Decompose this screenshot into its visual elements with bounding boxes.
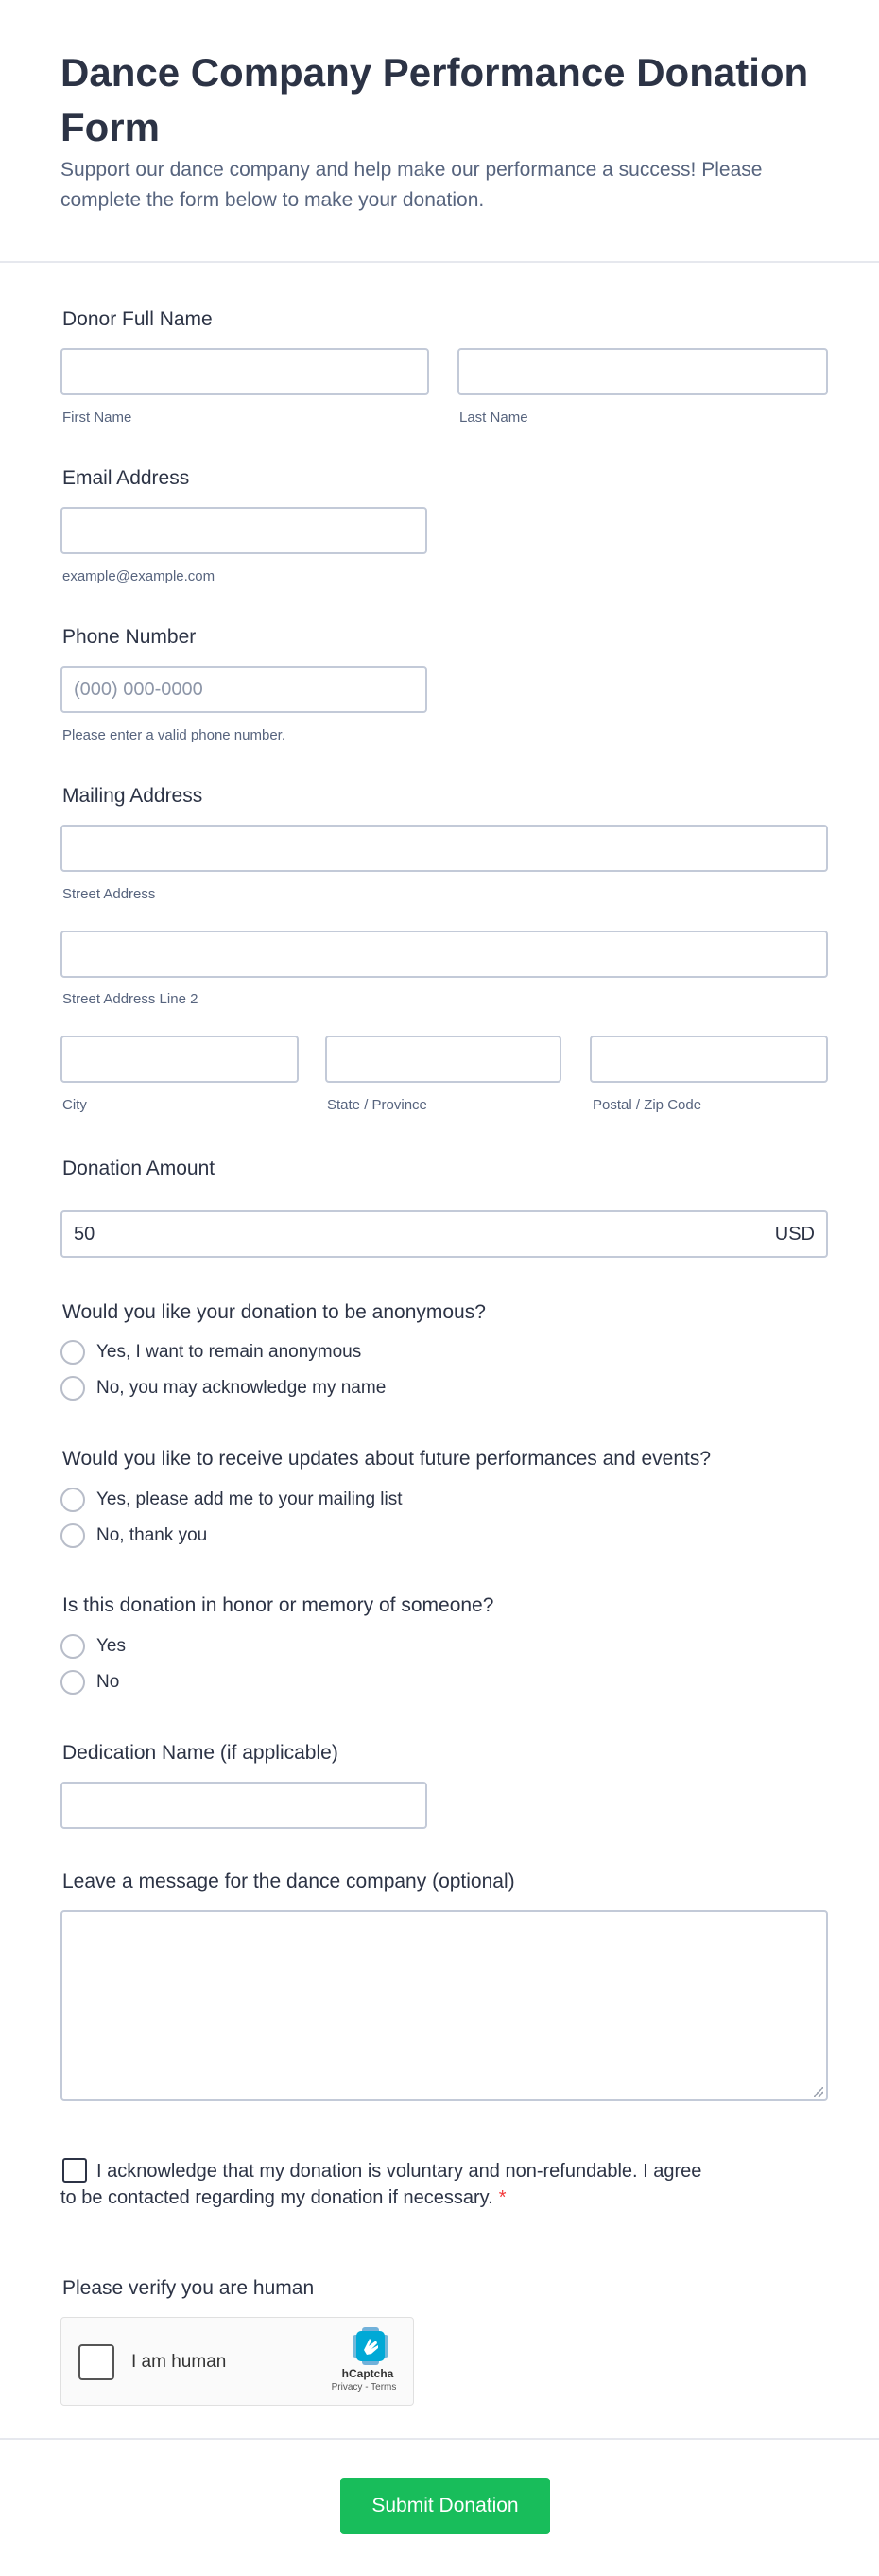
acknowledgement-text [60, 2158, 722, 2211]
radio-circle[interactable] [60, 1340, 85, 1365]
last-name-sublabel: Last Name [459, 409, 528, 426]
street-address-input[interactable] [60, 825, 828, 872]
captcha-widget [60, 2317, 414, 2406]
captcha-label: Please verify you are human [62, 2277, 315, 2299]
captcha-brand: hCaptcha [341, 2367, 394, 2380]
anonymous-option-no-label: No, you may acknowledge my name [96, 1378, 387, 1398]
state-input[interactable] [325, 1036, 561, 1083]
city-input[interactable] [60, 1036, 299, 1083]
form-subtitle: Support our dance company and help make our performance a success! Please complete the form below to make your donation. [60, 159, 763, 211]
captcha-checkbox-text: I am human [131, 2352, 227, 2372]
street-address-line2-sublabel: Street Address Line 2 [62, 991, 198, 1007]
dedication-input[interactable] [60, 1782, 427, 1829]
anonymous-option-yes-label: Yes, I want to remain anonymous [96, 1342, 362, 1362]
updates-option-yes-label: Yes, please add me to your mailing list [96, 1489, 403, 1509]
form-header [0, 0, 879, 263]
donation-amount-value: 50 [74, 1224, 95, 1244]
donation-currency: USD [774, 1224, 815, 1244]
captcha-links[interactable]: Privacy - Terms [331, 2382, 397, 2393]
first-name-input[interactable] [60, 348, 429, 395]
donor-name-label: Donor Full Name [62, 308, 213, 330]
street-address-sublabel: Street Address [62, 886, 156, 902]
last-name-input[interactable] [457, 348, 828, 395]
acknowledgement-label: I acknowledge that my donation is voluntary and non-refundable. I agree to be contacted regarding my donation if necessary. [60, 2161, 702, 2208]
hcaptcha-logo-icon [349, 2325, 392, 2367]
form-title: Dance Company Performance Donation Form [60, 50, 809, 149]
address-label: Mailing Address [62, 785, 203, 807]
updates-question: Would you like to receive updates about future performances and events? [62, 1448, 712, 1470]
street-address-line2-input[interactable] [60, 931, 828, 978]
phone-input[interactable] [60, 666, 427, 713]
radio-circle[interactable] [60, 1523, 85, 1548]
donation-amount-input[interactable] [60, 1210, 828, 1258]
captcha-checkbox[interactable] [78, 2344, 114, 2380]
message-label: Leave a message for the dance company (optional) [62, 1871, 515, 1892]
honor-question: Is this donation in honor or memory of someone? [62, 1594, 494, 1616]
city-sublabel: City [62, 1097, 87, 1113]
required-asterisk: * [498, 2187, 507, 2208]
phone-sublabel: Please enter a valid phone number. [62, 727, 285, 743]
anonymous-question: Would you like your donation to be anonymous? [62, 1301, 486, 1323]
updates-option-no-label: No, thank you [96, 1525, 208, 1545]
radio-circle[interactable] [60, 1488, 85, 1512]
honor-option-yes-label: Yes [96, 1636, 126, 1656]
acknowledgement-checkbox[interactable] [62, 2158, 87, 2183]
radio-circle[interactable] [60, 1634, 85, 1659]
donation-amount-label: Donation Amount [62, 1157, 215, 1179]
form-footer [0, 2438, 879, 2576]
state-sublabel: State / Province [327, 1097, 427, 1113]
email-input[interactable] [60, 507, 427, 554]
resize-grip-icon[interactable] [814, 2087, 823, 2097]
honor-option-no-label: No [96, 1672, 120, 1692]
zip-input[interactable] [590, 1036, 828, 1083]
dedication-label: Dedication Name (if applicable) [62, 1742, 338, 1764]
radio-circle[interactable] [60, 1670, 85, 1695]
submit-donation-button[interactable]: Submit Donation [340, 2478, 550, 2534]
phone-label: Phone Number [62, 626, 197, 648]
zip-sublabel: Postal / Zip Code [593, 1097, 702, 1113]
first-name-sublabel: First Name [62, 409, 132, 426]
email-sublabel: example@example.com [62, 568, 215, 584]
phone-placeholder: (000) 000-0000 [74, 679, 203, 700]
email-label: Email Address [62, 467, 190, 489]
message-textarea[interactable] [60, 1910, 828, 2101]
radio-circle[interactable] [60, 1376, 85, 1401]
